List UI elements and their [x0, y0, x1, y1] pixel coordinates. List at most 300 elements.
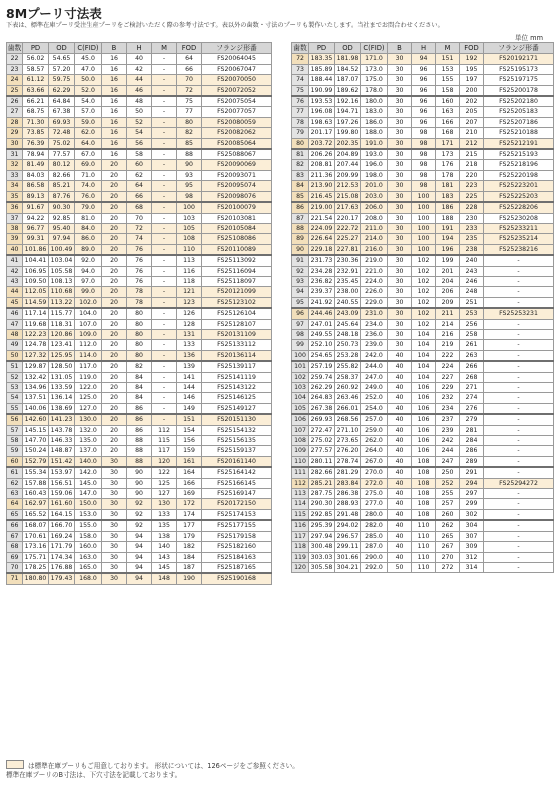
table-row — [292, 170, 554, 180]
table-row — [7, 96, 272, 107]
table-cell: 112.0 — [75, 340, 102, 350]
table-cell: 20 — [102, 383, 127, 393]
table-cell: 76 — [127, 266, 152, 276]
table-cell: 31 — [7, 149, 23, 160]
table-cell: FS20100079 — [202, 202, 272, 213]
table-cell: FS25187165 — [202, 562, 272, 573]
table-cell: 109.0 — [75, 329, 102, 339]
table-cell: 48 — [127, 96, 152, 107]
table-cell: 216.0 — [361, 244, 388, 255]
table-cell: 220.17 — [335, 213, 361, 223]
table-cell: 154 — [177, 425, 202, 435]
table-cell: - — [484, 383, 554, 393]
table-cell: 20 — [102, 350, 127, 361]
table-cell: 104 — [412, 329, 436, 339]
table-cell: FS20077057 — [202, 107, 272, 117]
table-cell: 59.75 — [49, 75, 75, 85]
table-cell: 216 — [436, 329, 460, 339]
table-cell: 94.0 — [75, 266, 102, 276]
table-cell: 50 — [7, 350, 23, 361]
table-cell: 64 — [7, 499, 23, 509]
table-row — [292, 244, 554, 255]
table-cell: 136 — [177, 350, 202, 361]
table-cell: - — [152, 128, 177, 138]
col-pd: PD — [309, 43, 335, 54]
table-cell: 227.81 — [335, 244, 361, 255]
table-cell: 190 — [177, 573, 202, 584]
table-cell: FS25108086 — [202, 234, 272, 244]
table-cell: 151 — [436, 54, 460, 64]
table-cell: 94 — [127, 542, 152, 552]
table-cell: 40 — [388, 393, 412, 403]
table-cell: 96.77 — [23, 223, 49, 233]
table-row — [7, 361, 272, 372]
table-cell: 309 — [460, 542, 484, 552]
table-cell: 20 — [102, 223, 127, 233]
table-cell: 116 — [292, 520, 309, 531]
table-cell: 307 — [460, 531, 484, 541]
table-cell: FS25141119 — [202, 372, 272, 382]
table-row — [7, 64, 272, 74]
table-cell: 97.0 — [75, 276, 102, 286]
table-cell: 24 — [7, 75, 23, 85]
table-cell: 30 — [388, 340, 412, 350]
table-cell: 80 — [177, 117, 202, 127]
table-cell: FS25253231 — [484, 308, 554, 319]
table-cell: 145 — [152, 562, 177, 573]
table-cell: 40 — [388, 436, 412, 446]
table-cell: - — [152, 138, 177, 149]
table-cell: 224.0 — [361, 276, 388, 286]
table-cell: 88 — [177, 149, 202, 160]
table-cell: 66 — [177, 64, 202, 74]
table-row — [7, 372, 272, 382]
table-cell: 69 — [7, 552, 23, 562]
table-cell: 172 — [177, 499, 202, 509]
table-cell: 222.72 — [335, 223, 361, 233]
table-cell: 103.04 — [49, 255, 75, 266]
table-cell: 20 — [102, 213, 127, 223]
table-cell: 211 — [436, 308, 460, 319]
table-cell: 68 — [7, 542, 23, 552]
table-cell: 96 — [412, 96, 436, 107]
table-cell: 157.88 — [23, 478, 49, 488]
table-cell: 80 — [127, 340, 152, 350]
table-cell: 290.30 — [309, 499, 335, 509]
col-b: B — [388, 43, 412, 54]
table-cell: 196.08 — [309, 107, 335, 117]
table-cell: FS25146125 — [202, 393, 272, 403]
table-cell: 20 — [102, 446, 127, 456]
table-cell: 168 — [436, 128, 460, 138]
table-cell: 183.0 — [361, 107, 388, 117]
table-cell: 169.24 — [49, 531, 75, 541]
table-cell: 189.62 — [335, 85, 361, 96]
col-teeth: 歯数 — [293, 44, 307, 52]
table-cell: 192.16 — [335, 96, 361, 107]
table-cell: 67 — [7, 531, 23, 541]
table-cell: 16 — [102, 75, 127, 85]
table-cell: 62 — [127, 170, 152, 180]
table-cell: 95.40 — [49, 223, 75, 233]
table-cell: 30 — [388, 64, 412, 74]
table-cell: 95 — [292, 297, 309, 308]
table-cell: 166.70 — [49, 520, 75, 531]
table-cell: - — [484, 329, 554, 339]
table-cell: 181 — [436, 181, 460, 191]
table-cell: FS25149127 — [202, 403, 272, 414]
table-cell: 78 — [127, 287, 152, 297]
table-cell: 77 — [292, 107, 309, 117]
table-cell: 44 — [127, 75, 152, 85]
table-row — [7, 520, 272, 531]
table-cell: 128.50 — [49, 361, 75, 372]
table-cell: FS25156135 — [202, 436, 272, 446]
table-cell: 57.0 — [75, 107, 102, 117]
table-cell: 40 — [388, 414, 412, 425]
table-cell: - — [152, 340, 177, 350]
table-row — [292, 361, 554, 372]
table-cell: 120 — [152, 456, 177, 467]
table-cell: 30 — [388, 181, 412, 191]
table-cell: FS25238216 — [484, 244, 554, 255]
table-cell: 153.97 — [49, 467, 75, 478]
table-cell: FS20103081 — [202, 213, 272, 223]
table-cell: - — [152, 75, 177, 85]
table-cell: 107 — [292, 425, 309, 435]
table-cell: 97.94 — [49, 234, 75, 244]
table-cell: 304.21 — [335, 562, 361, 572]
table-cell: 45.0 — [75, 54, 102, 64]
table-cell: - — [484, 552, 554, 562]
table-cell: 119.68 — [23, 319, 49, 329]
table-cell: FS25118097 — [202, 276, 272, 286]
table-cell: 76 — [127, 255, 152, 266]
table-cell: FS20095074 — [202, 181, 272, 191]
table-cell: 153 — [436, 64, 460, 74]
table-cell: 255 — [436, 489, 460, 499]
table-cell: 52 — [7, 372, 23, 382]
table-cell: 199 — [436, 255, 460, 266]
table-cell: 165.52 — [23, 509, 49, 520]
table-cell: 295.39 — [309, 520, 335, 531]
table-cell: 114 — [292, 499, 309, 509]
table-cell: 147.70 — [23, 436, 49, 446]
table-cell: 40 — [388, 350, 412, 361]
table-cell: 104 — [412, 340, 436, 350]
table-cell: 20 — [102, 244, 127, 255]
table-cell: - — [152, 160, 177, 170]
table-cell: 247.01 — [309, 319, 335, 329]
table-cell: 148 — [152, 573, 177, 584]
table-cell: FS25166145 — [202, 478, 272, 488]
table-cell: 183 — [436, 191, 460, 202]
table-row — [292, 107, 554, 117]
table-cell: 74.0 — [75, 181, 102, 191]
table-cell: - — [484, 276, 554, 286]
table-cell: 30 — [388, 54, 412, 64]
table-cell: 34 — [7, 181, 23, 191]
table-cell: 112.05 — [23, 287, 49, 297]
table-cell: 259.74 — [309, 372, 335, 382]
table-cell: 286 — [460, 446, 484, 456]
table-cell: 132.42 — [23, 372, 49, 382]
table-cell: 72.48 — [49, 128, 75, 138]
table-cell: 55 — [7, 403, 23, 414]
table-cell: 173 — [436, 149, 460, 160]
table-cell: 30 — [388, 160, 412, 170]
table-cell: 30 — [388, 128, 412, 138]
table-cell: 234.0 — [361, 319, 388, 329]
table-cell: 110 — [412, 531, 436, 541]
table-cell: 88 — [127, 446, 152, 456]
table-cell: - — [484, 446, 554, 456]
table-row — [7, 138, 272, 149]
table-row — [292, 234, 554, 244]
table-cell: 204 — [436, 276, 460, 286]
table-cell: 275.02 — [309, 436, 335, 446]
table-cell: 166 — [436, 117, 460, 127]
table-cell: 96 — [412, 64, 436, 74]
table-cell: 44 — [7, 287, 23, 297]
table-cell: 138.69 — [49, 403, 75, 414]
table-cell: - — [484, 520, 554, 531]
table-cell: 36 — [7, 202, 23, 213]
table-cell: 224 — [436, 361, 460, 372]
table-cell: 105 — [177, 223, 202, 233]
table-cell: 38 — [7, 223, 23, 233]
table-cell: 91.67 — [23, 202, 49, 213]
table-cell: FS25164142 — [202, 467, 272, 478]
table-cell: 89.0 — [75, 244, 102, 255]
table-cell: 130 — [152, 499, 177, 509]
table-cell: 30 — [388, 255, 412, 266]
table-cell: 82.66 — [49, 170, 75, 180]
table-cell: FS20093071 — [202, 170, 272, 180]
table-cell: FS25202180 — [484, 96, 554, 107]
table-cell: 255.82 — [335, 361, 361, 372]
table-cell: 287.0 — [361, 542, 388, 552]
table-cell: 90 — [177, 160, 202, 170]
table-cell: 120.86 — [49, 329, 75, 339]
table-cell: 78.94 — [23, 149, 49, 160]
col-fod: FOD — [177, 43, 202, 54]
table-cell: 50.0 — [75, 75, 102, 85]
table-cell: 159.06 — [49, 489, 75, 499]
table-cell: 94 — [127, 573, 152, 584]
table-row — [7, 340, 272, 350]
table-cell: 282.0 — [361, 520, 388, 531]
table-cell: 106.95 — [23, 266, 49, 276]
table-cell: 92 — [127, 509, 152, 520]
table-cell: 110 — [292, 456, 309, 467]
table-cell: 108 — [412, 478, 436, 488]
table-cell: FS20080059 — [202, 117, 272, 127]
table-cell: 30 — [102, 520, 127, 531]
table-row — [292, 456, 554, 467]
table-cell: 30 — [388, 244, 412, 255]
table-cell: 30 — [388, 117, 412, 127]
table-cell: 195 — [460, 64, 484, 74]
table-cell: FS20072052 — [202, 85, 272, 96]
table-cell: 219.0 — [361, 255, 388, 266]
table-cell: 30 — [102, 509, 127, 520]
table-cell: 112 — [152, 425, 177, 435]
table-cell: 106 — [412, 436, 436, 446]
table-row — [7, 308, 272, 319]
table-cell: 104.0 — [75, 308, 102, 319]
table-cell: 86 — [127, 414, 152, 425]
table-cell: 77 — [177, 107, 202, 117]
table-cell: 143 — [152, 552, 177, 562]
table-cell: FS20067047 — [202, 64, 272, 74]
table-row — [292, 117, 554, 127]
table-cell: FS25228206 — [484, 202, 554, 213]
table-cell: 30 — [388, 266, 412, 276]
table-cell: 202.35 — [335, 138, 361, 149]
table-cell: - — [484, 531, 554, 541]
col-flange: フランジ形番 — [202, 43, 272, 54]
table-row — [7, 191, 272, 202]
table-cell: 80 — [127, 319, 152, 329]
table-cell: 248.18 — [335, 329, 361, 339]
table-cell: 186.0 — [361, 117, 388, 127]
table-cell: 96 — [412, 117, 436, 127]
table-cell: 84.03 — [23, 170, 49, 180]
table-cell: 226.0 — [361, 287, 388, 297]
table-cell: 305.58 — [309, 562, 335, 572]
table-cell: 40 — [388, 509, 412, 520]
table-cell: 206.26 — [309, 149, 335, 160]
table-cell: 48 — [7, 329, 23, 339]
table-cell: 70 — [177, 75, 202, 85]
table-cell: 105 — [292, 403, 309, 414]
table-cell: 119 — [292, 552, 309, 562]
table-cell: 262 — [436, 520, 460, 531]
table-cell: - — [484, 255, 554, 266]
table-cell: 215.08 — [335, 191, 361, 202]
table-cell: 211.0 — [361, 223, 388, 233]
table-cell: FS25159137 — [202, 446, 272, 456]
table-cell: 30 — [388, 329, 412, 339]
table-cell: 64.0 — [75, 138, 102, 149]
table-cell: 70 — [127, 213, 152, 223]
table-cell: 110 — [177, 244, 202, 255]
table-row — [292, 181, 554, 191]
table-cell: 119.0 — [75, 372, 102, 382]
table-row — [292, 223, 554, 233]
table-cell: 30 — [388, 138, 412, 149]
table-cell: 94 — [127, 552, 152, 562]
table-cell: 296.57 — [335, 531, 361, 541]
table-cell: 99.31 — [23, 234, 49, 244]
table-cell: 138 — [152, 531, 177, 541]
table-cell: 75.02 — [49, 138, 75, 149]
col-pd: PD — [23, 43, 49, 54]
table-cell: 280.0 — [361, 509, 388, 520]
table-cell: 226.64 — [309, 234, 335, 244]
table-cell: FS25113092 — [202, 255, 272, 266]
table-cell: 122.0 — [75, 383, 102, 393]
table-cell: 267 — [436, 542, 460, 552]
table-cell: 180.80 — [23, 573, 49, 584]
table-row — [292, 54, 554, 64]
table-cell: 168.0 — [75, 573, 102, 584]
table-cell: 81 — [292, 149, 309, 160]
table-cell: 139 — [177, 361, 202, 372]
table-cell: 106 — [412, 383, 436, 393]
table-cell: 69.0 — [75, 160, 102, 170]
table-cell: 72 — [292, 54, 309, 64]
table-cell: - — [152, 54, 177, 64]
table-cell: 124.78 — [23, 340, 49, 350]
table-cell: 85 — [177, 138, 202, 149]
table-cell: - — [484, 489, 554, 499]
table-cell: 118 — [177, 276, 202, 286]
table-row — [292, 562, 554, 572]
table-cell: 60 — [7, 456, 23, 467]
table-cell: 187.07 — [335, 75, 361, 85]
table-cell: 56.02 — [23, 54, 49, 64]
table-cell: 104 — [412, 361, 436, 372]
table-cell: 54 — [7, 393, 23, 403]
table-cell: 140 — [152, 542, 177, 552]
table-cell: 76 — [127, 244, 152, 255]
table-cell: 96 — [412, 107, 436, 117]
table-cell: - — [152, 117, 177, 127]
table-cell: 181.98 — [335, 54, 361, 64]
table-cell: 294.02 — [335, 520, 361, 531]
table-cell: - — [152, 255, 177, 266]
table-row — [7, 467, 272, 478]
table-cell: 290.0 — [361, 552, 388, 562]
table-cell: 206 — [436, 287, 460, 297]
table-cell: 70 — [7, 562, 23, 573]
table-cell: 249.0 — [361, 383, 388, 393]
table-cell: 260.92 — [335, 383, 361, 393]
table-cell: 101.86 — [23, 244, 49, 255]
table-cell: 129.87 — [23, 361, 49, 372]
table-cell: 90 — [127, 489, 152, 499]
table-row — [7, 244, 272, 255]
col-h: H — [412, 43, 436, 54]
table-cell: FS20105084 — [202, 223, 272, 233]
table-cell: 52 — [127, 117, 152, 127]
table-cell: 102 — [412, 319, 436, 329]
table-cell: 201 — [436, 266, 460, 276]
table-cell: 209 — [436, 297, 460, 308]
col-teeth: 歯数 — [7, 44, 22, 52]
table-cell: 257.19 — [309, 361, 335, 372]
table-row — [292, 467, 554, 478]
table-cell: 264.0 — [361, 446, 388, 456]
table-cell: 92 — [127, 520, 152, 531]
table-cell: 104 — [292, 393, 309, 403]
table-cell: 114.59 — [23, 297, 49, 308]
table-cell: FS25215193 — [484, 149, 554, 160]
table-cell: 59 — [7, 446, 23, 456]
table-cell: 190.99 — [309, 85, 335, 96]
table-cell: 219.00 — [309, 202, 335, 213]
table-cell: 266 — [460, 361, 484, 372]
table-row — [292, 297, 554, 308]
table-cell: 16 — [102, 64, 127, 74]
table-cell: 30 — [102, 573, 127, 584]
table-cell: 100 — [412, 234, 436, 244]
table-cell: 96 — [412, 85, 436, 96]
table-cell: 243.09 — [335, 308, 361, 319]
table-cell: 102 — [412, 276, 436, 286]
